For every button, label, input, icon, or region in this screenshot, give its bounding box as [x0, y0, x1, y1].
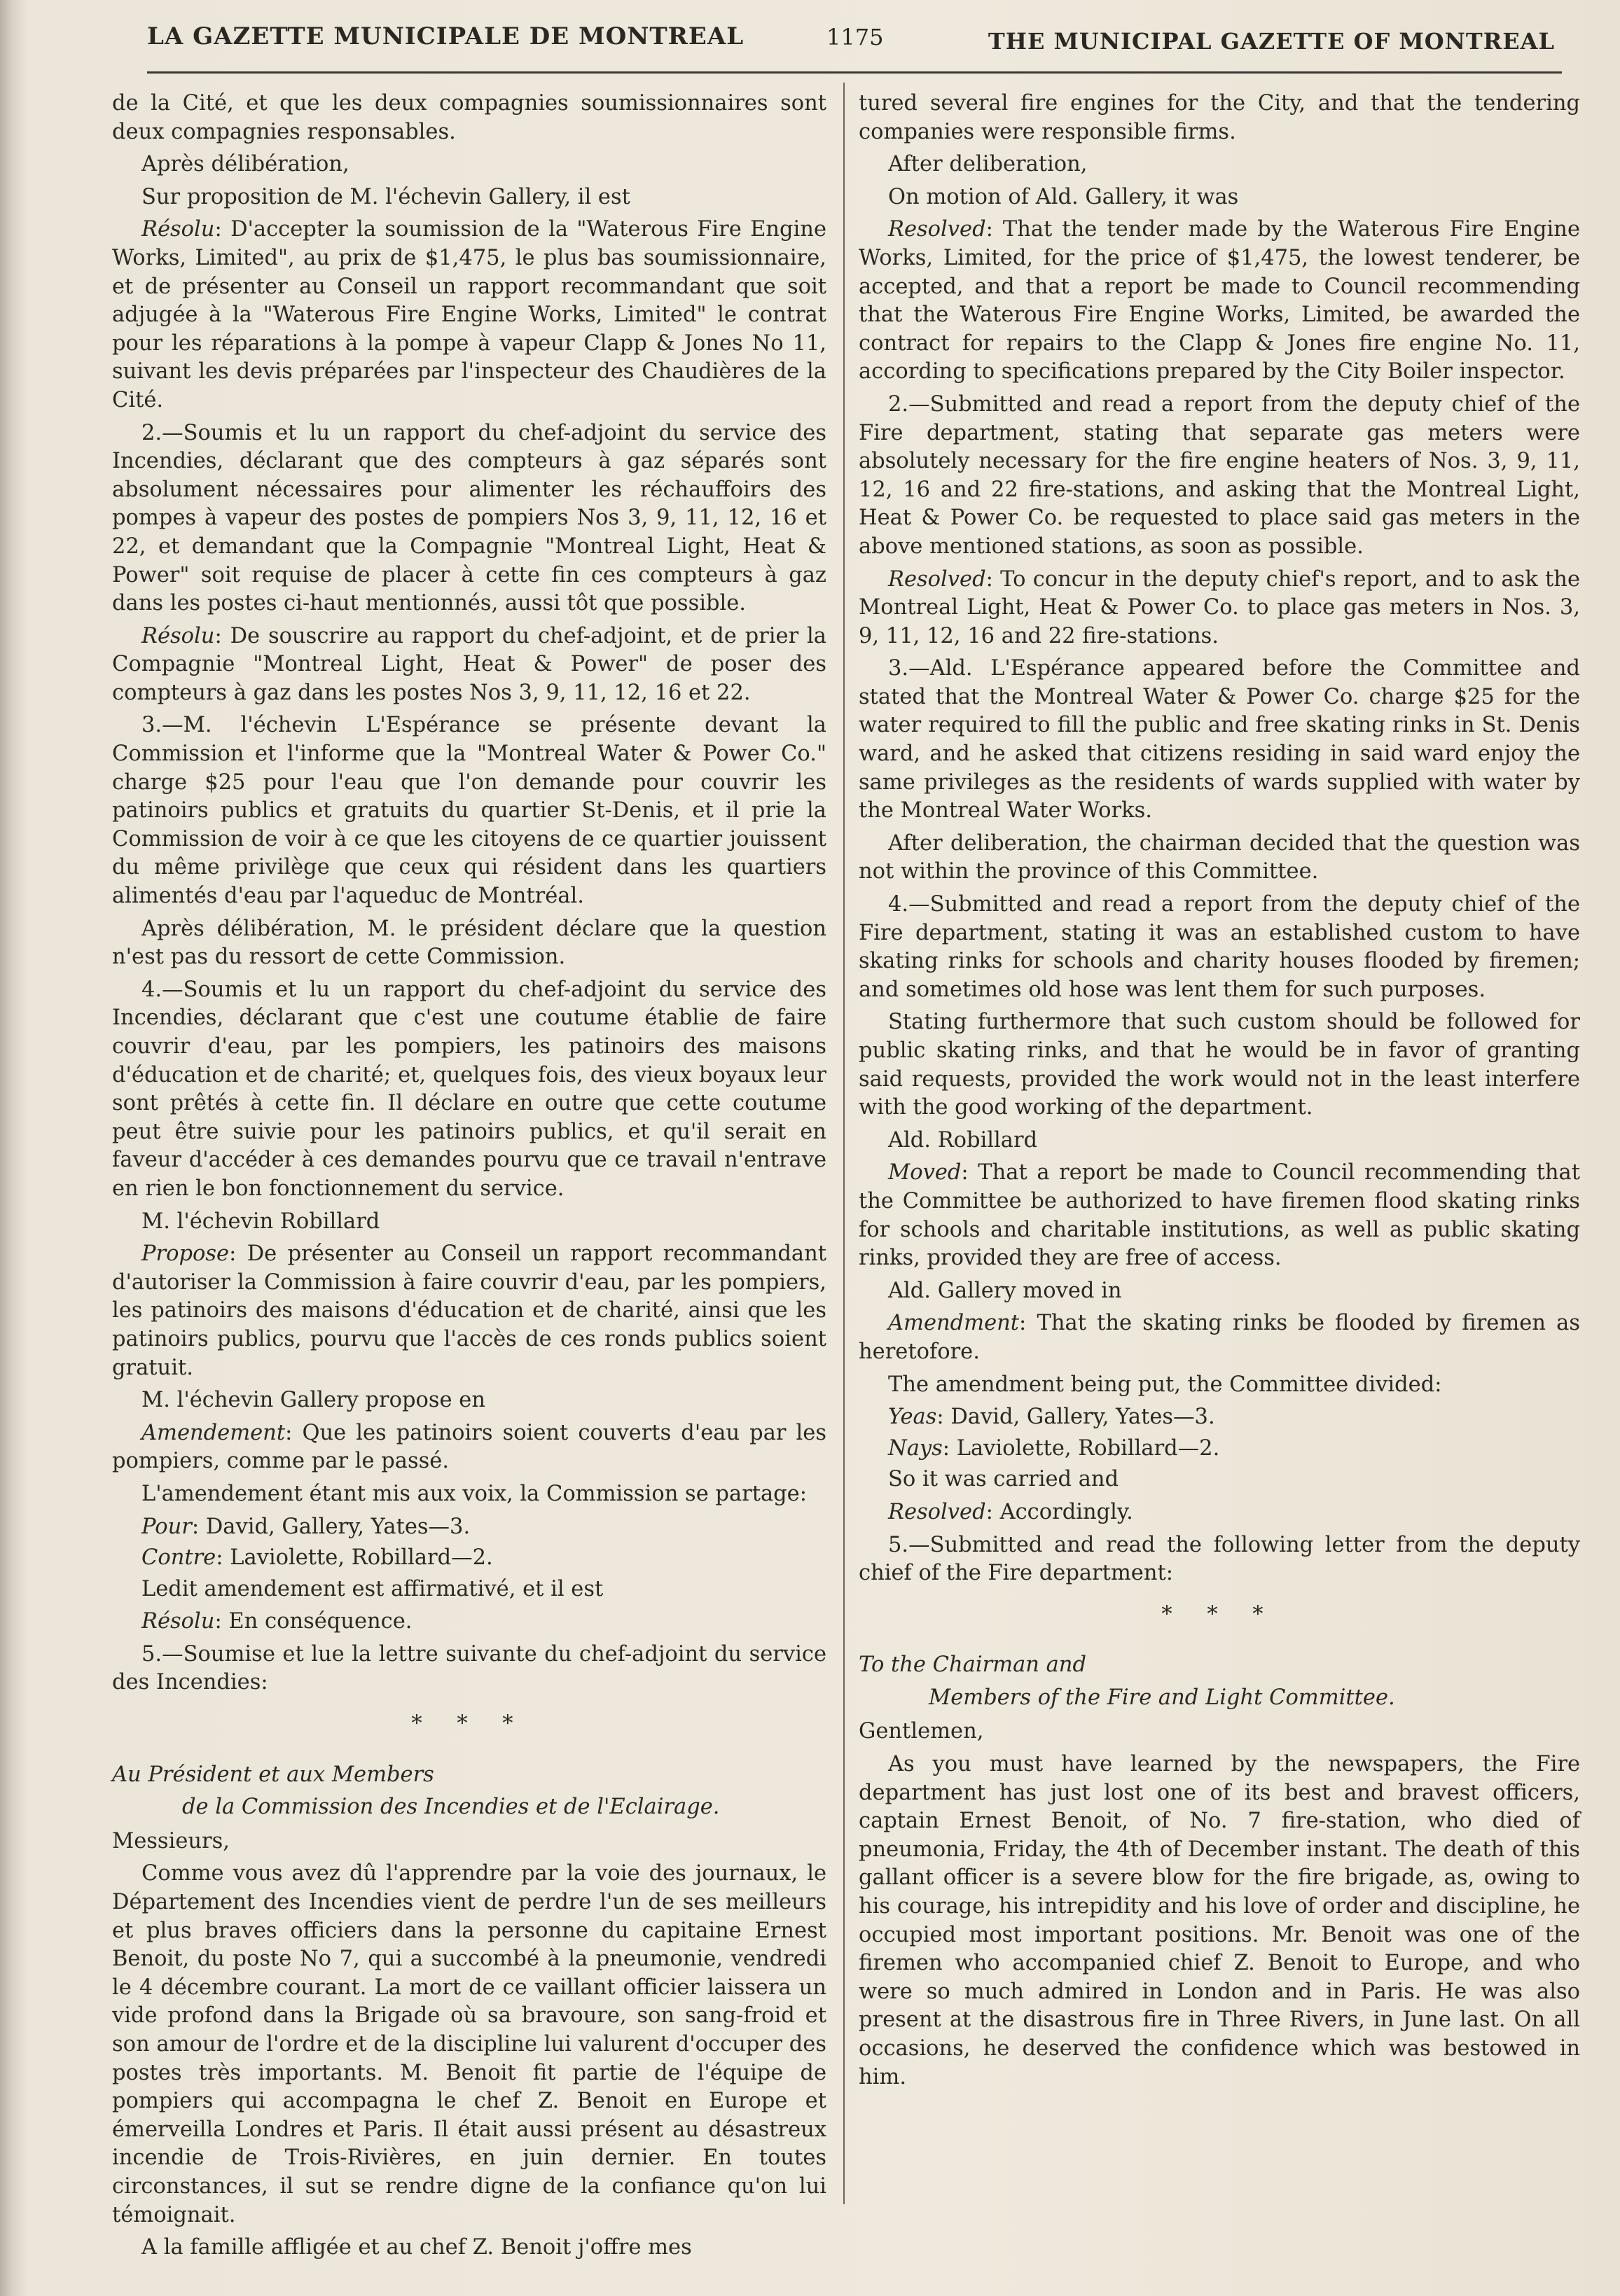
paragraph: M. l'échevin Gallery propose en — [141, 1388, 485, 1413]
paragraph: 2.—Submitted and read a report from the deputy chief of the Fire department, stating that separate gas meters were absolutely necessary for the fire engine heaters of Nos. 3, 9, 11, 12, 16 and 22 fire-stations, and asking that the Montreal Light, Heat & Power Co. be requested to place said gas meters in the above mentioned stations, as soon as possible. — [859, 391, 1580, 559]
vote-names: : Laviolette, Robillard—2. — [216, 1545, 493, 1571]
section-stars: * * * — [1161, 1601, 1278, 1627]
resolution-text: : De souscrire au rapport du chef-adjoint, et de prier la Compagnie "Montreal Light, Heat & Power" de poser des compteurs à gaz dans les postes Nos 3, 9, 11, 12, 16 et 22. — [112, 623, 826, 705]
resolution-label: Résolu — [141, 623, 215, 648]
paragraph: Ledit amendement est affirmativé, et il est — [141, 1576, 604, 1601]
paragraph — [112, 1608, 826, 1636]
paragraph: Sur proposition de M. l'échevin Gallery, il est — [141, 184, 630, 209]
letter-address: Au Président et aux Members — [112, 1762, 434, 1787]
letter-paragraph: Comme vous avez dû l'apprendre par la voie des journaux, le Département des Incendies vient de perdre l'un de ses meilleurs et plus braves officiers dans la personne du capitaine Ernest Benoit, du poste No 7, qui a succombé à la pneumonie, vendredi le 4 décembre courant. La mort de ce vaillant officier laissera un vide profond dans la Brigade où sa bravoure, son sang-froid et son amour de l'ordre et de la discipline lui valurent d'occuper des postes très importants. M. Benoit fit partie de l'équipe de pompiers qui accompagna le chef Z. Benoit en Europe et émerveilla Londres et Paris. Il était aussi présent au désastreux incendie de Trois-Rivières, en juin dernier. En toutes circonstances, il sut se rendre digne de la confiance qu'on lui témoignait. — [112, 1861, 826, 2227]
paragraph: Ald. Robillard — [888, 1127, 1038, 1153]
paragraph — [112, 1419, 826, 1476]
paragraph: 5.—Soumise et lue la lettre suivante du chef-adjoint du service des Incendies: — [112, 1641, 826, 1695]
resolution-text: : Accordingly. — [985, 1499, 1133, 1524]
paragraph: L'amendement étant mis aux voix, la Commission se partage: — [141, 1481, 808, 1506]
paragraph: 5.—Submitted and read the following letter from the deputy chief of the Fire department: — [859, 1532, 1580, 1586]
amendment-label: Amendment — [888, 1311, 1020, 1336]
resolution-label: Resolved — [888, 1499, 986, 1524]
letter-paragraph: A la famille affligée et au chef Z. Benoit j'offre mes — [141, 2235, 692, 2260]
paragraph — [859, 566, 1580, 651]
resolution-text: : D'accepter la soumission de la "Waterous Fire Engine Works, Limited", au prix de $1,475, le plus bas soumissionnaire, et de présenter au Conseil un rapport recommandant que soit adjugée à la "Waterous Fire Engine Works, Limited" le contrat pour les réparations à la pompe à vapeur Clapp & Jones No 11, suivant les devis préparées par l'inspecteur des Chaudières de la Cité. — [112, 217, 826, 412]
vote-label: Contre — [141, 1545, 216, 1571]
motion-text: : That a report be made to Council recommending that the Committee be authorized to have firemen flood skating rinks for schools and charitable institutions, as well as public skating rinks, provided they are free of access. — [859, 1160, 1580, 1271]
paragraph: So it was carried and — [888, 1467, 1119, 1492]
resolution-label: Résolu — [141, 217, 215, 242]
vote-line — [859, 1403, 1580, 1432]
paragraph: On motion of Ald. Gallery, it was — [888, 184, 1239, 209]
resolution-text: : En conséquence. — [214, 1609, 413, 1634]
letter-address: de la Commission des Incendies et de l'Eclairage. — [182, 1795, 720, 1820]
english-column — [859, 90, 1580, 2096]
vote-names: : David, Gallery, Yates—3. — [936, 1405, 1215, 1430]
paragraph: tured several fire engines for the City, and that the tendering companies were responsible firms. — [859, 91, 1580, 144]
page-header — [147, 22, 1562, 74]
vote-label: Nays — [888, 1435, 943, 1461]
paragraph: 3.—Ald. L'Espérance appeared before the Committee and stated that the Montreal Water & Power Co. charge $25 for the water required to fill the public and free skating rinks in St. Denis ward, and he asked that citizens residing in said ward enjoy the same privileges as the residents of wards supplied with water by the Montreal Water Works. — [859, 656, 1580, 823]
vote-label: Pour — [141, 1514, 192, 1539]
letter-salutation: Messieurs, — [112, 1828, 230, 1853]
motion-label: Moved — [888, 1160, 962, 1185]
page-number: 1175 — [826, 24, 884, 50]
paragraph: 4.—Soumis et lu un rapport du chef-adjoint du service des Incendies, déclarant que c'est une coutume établie de faire couvrir d'eau, par les pompiers, les patinoirs des maisons d'éducation et de charité; et, quelques fois, des vieux boyaux leur sont prêtés à cette fin. Il déclare en outre que cette coutume peut être suivie pour les patinoirs publics, et qu'il serait en faveur d'accéder à ces demandes pourvu que ce travail n'entrave en rien le bon fonctionnement du service. — [112, 977, 826, 1201]
amendment-text: : Que les patinoirs soient couverts d'eau par les pompiers, comme par le passé. — [112, 1420, 826, 1474]
paragraph: 3.—M. l'échevin L'Espérance se présente devant la Commission et l'informe que la "Montreal Water & Power Co." charge $25 pour l'eau que l'on demande pour couvrir les patinoirs publics et gratuits du quartier St-Denis, et il prie la Commission de voir à ce que les citoyens de ce quartier jouissent du même privilège que ceux qui résident dans les quartiers alimentés d'eau par l'aqueduc de Montréal. — [112, 713, 826, 909]
amendment-text: : That the skating rinks be flooded by firemen as heretofore. — [859, 1311, 1580, 1364]
header-title-french: LA GAZETTE MUNICIPALE DE MONTREAL — [147, 22, 745, 50]
vote-line — [112, 1513, 826, 1542]
paragraph — [859, 1309, 1580, 1366]
paragraph: de la Cité, et que les deux compagnies soumissionnaires sont deux compagnies responsables. — [112, 91, 826, 144]
paragraph: After deliberation, the chairman decided that the question was not within the province of this Committee. — [859, 830, 1580, 884]
header-title-english: THE MUNICIPAL GAZETTE OF MONTREAL — [988, 28, 1555, 55]
paragraph: Ald. Gallery moved in — [888, 1278, 1122, 1303]
paragraph: M. l'échevin Robillard — [141, 1209, 380, 1234]
motion-text: : De présenter au Conseil un rapport recommandant d'autoriser la Commission à faire couvrir d'eau, par les pompiers, les patinoirs des maisons d'éducation et de charité, ainsi que les patinoirs publics, pourvu que l'accès de ces ronds publics soient gratuit. — [112, 1241, 826, 1380]
paragraph — [859, 1159, 1580, 1272]
paragraph — [112, 622, 826, 708]
paragraph: 4.—Submitted and read a report from the deputy chief of the Fire department, stating it was an established custom to have skating rinks for schools and charity houses flooded by firemen; and sometimes old hose was lent them for such purposes. — [859, 892, 1580, 1002]
letter-address: Members of the Fire and Light Committee. — [929, 1685, 1395, 1710]
amendment-label: Amendement — [141, 1420, 286, 1445]
paragraph: After deliberation, — [888, 152, 1088, 177]
paragraph: The amendment being put, the Committee divided: — [888, 1372, 1442, 1397]
paragraph: Stating furthermore that such custom should be followed for public skating rinks, and that he would be in favor of granting said requests, provided the work would not in the least interfere with the good working of the department. — [859, 1010, 1580, 1120]
section-stars: * * * — [411, 1711, 527, 1737]
letter-salutation: Gentlemen, — [859, 1719, 984, 1744]
paragraph: Après délibération, — [141, 152, 349, 177]
resolution-text: : That the tender made by the Waterous Fire Engine Works, Limited, for the price of $1,475, the lowest tenderer, be accepted, and that a report be made to Council recommending that the Waterous Fire Engine Works, Limited, be awarded the contract for repairs to the Clapp & Jones fire engine No. 11, according to specifications prepared by the City Boiler inspector. — [859, 217, 1580, 384]
letter-paragraph: As you must have learned by the newspapers, the Fire department has just lost one of its best and bravest officers, captain Ernest Benoit, of No. 7 fire-station, who died of pneumonia, Friday, the 4th of December instant. The death of this gallant officer is a severe blow for the fire brigade, as, owing to his courage, his intrepidity and his love of order and discipline, he occupied most important positions. Mr. Benoit was one of the firemen who accompanied chief Z. Benoit to Europe, and who were so much admired in London and in Paris. He was also present at the disastrous fire in Three Rivers, in June last. On all occasions, he deserved the confidence which was bestowed in him. — [859, 1752, 1580, 2089]
motion-label: Propose — [141, 1241, 230, 1267]
vote-names: : David, Gallery, Yates—3. — [191, 1514, 471, 1539]
paragraph — [859, 1498, 1580, 1527]
resolution-label: Resolved — [888, 217, 986, 242]
paragraph — [112, 216, 826, 415]
paragraph: 2.—Soumis et lu un rapport du chef-adjoint du service des Incendies, déclarant que des compteurs à gaz séparés sont absolument nécessaires pour alimenter les réchauffoirs des pompes à vapeur des postes de pompiers Nos 3, 9, 11, 12, 16 et 22, et demandant que la Compagnie "Montreal Light, Heat & Power" soit requise de placer à cette fin ces compteurs à gaz dans les postes ci-haut mentionnés, aussi tôt que possible. — [112, 420, 826, 616]
resolution-label: Resolved — [888, 566, 986, 592]
paragraph — [112, 1240, 826, 1382]
vote-line — [859, 1435, 1580, 1463]
vote-names: : Laviolette, Robillard—2. — [942, 1435, 1220, 1461]
resolution-text: : To concur in the deputy chief's report, and to ask the Montreal Light, Heat & Power Co. to place gas meters in Nos. 3, 9, 11, 12, 16 and 22 fire-stations. — [859, 566, 1580, 648]
paragraph: Après délibération, M. le président déclare que la question n'est pas du ressort de cette Commission. — [112, 916, 826, 970]
resolution-label: Résolu — [141, 1609, 215, 1634]
french-column — [112, 90, 826, 2267]
paragraph — [859, 216, 1580, 387]
letter-address: To the Chairman and — [859, 1653, 1086, 1678]
vote-line — [112, 1544, 826, 1573]
vote-label: Yeas — [888, 1405, 937, 1430]
column-divider — [843, 83, 845, 2204]
